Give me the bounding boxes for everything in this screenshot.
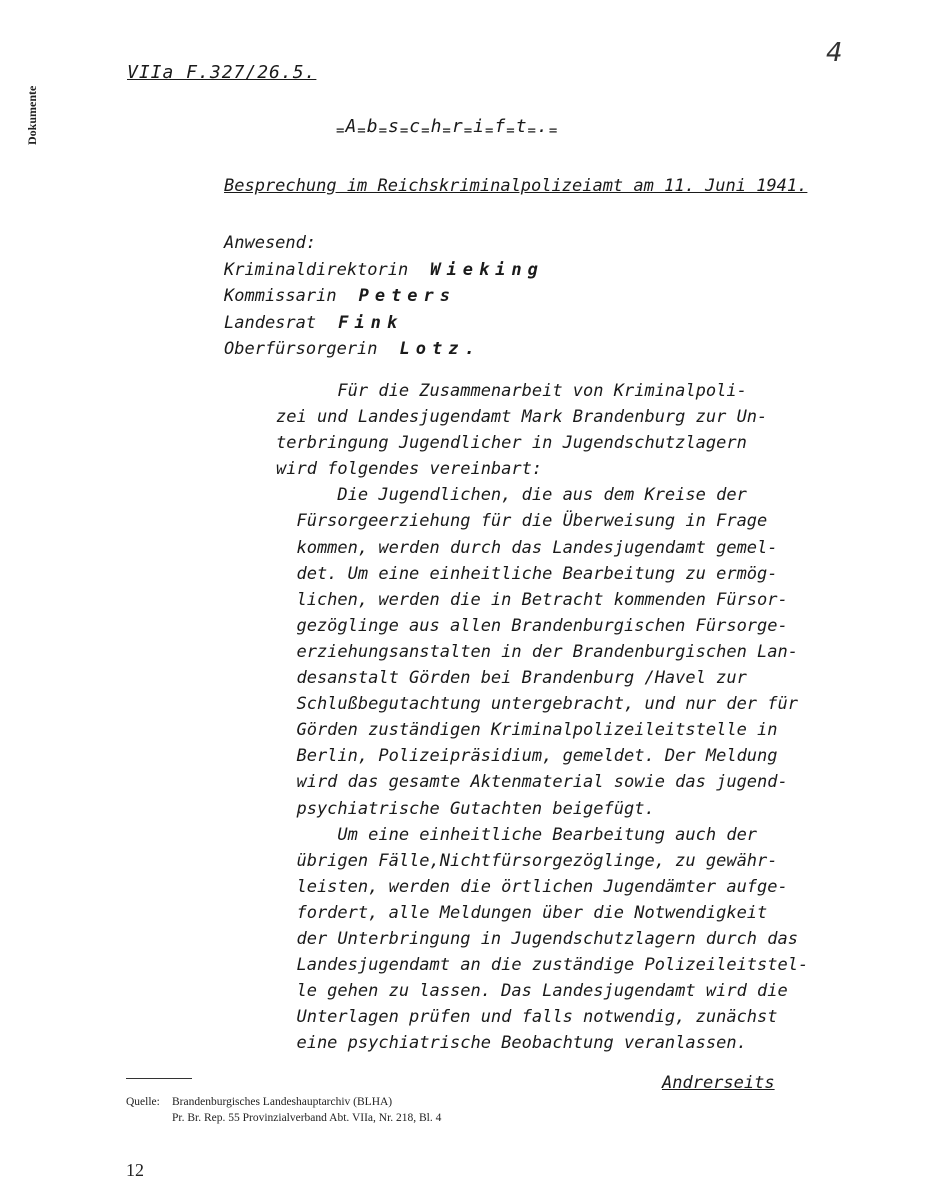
continuation-word: Andrerseits (662, 1073, 775, 1093)
page-number: 12 (126, 1160, 144, 1180)
title-letter: i (473, 116, 485, 137)
title-letter: s (388, 116, 400, 137)
attendee-row (224, 336, 544, 363)
body-line: der Unterbringung in Jugendschutzlagern durch das (276, 928, 798, 949)
body-line: wird das gesamte Aktenmaterial sowie das jugend- (276, 772, 788, 793)
title-letter: h (430, 116, 443, 137)
body-line: terbringung Jugendlicher in Jugendschutzlagern (276, 433, 747, 454)
body-line: leisten, werden die örtlichen Jugendämter aufge- (276, 876, 788, 897)
body-line: Berlin, Polizeipräsidium, gemeldet. Der Meldung (276, 746, 778, 767)
body-line: Görden zuständigen Kriminalpolizeileitstelle in (276, 720, 778, 741)
body-line: lichen, werden die in Betracht kommenden Fürsor- (276, 589, 788, 610)
attendee-role: Kommissarin (224, 286, 337, 306)
attendee-list (224, 230, 544, 363)
body-line: Fürsorgeerziehung für die Überweisung in Frage (276, 511, 768, 532)
body-line: det. Um eine einheitliche Bearbeitung zu ermög- (276, 563, 778, 584)
attendee-row (224, 310, 544, 337)
body-line: eine psychiatrische Beobachtung veranlassen. (276, 1033, 747, 1054)
attendee-row (224, 257, 544, 284)
meeting-line: Besprechung im Reichskriminalpolizeiamt am 11. Juni 1941. (224, 176, 808, 196)
attendee-role: Oberfürsorgerin (224, 339, 378, 359)
attendee-name: Lotz. (399, 339, 481, 359)
body-line: Die Jugendlichen, die aus dem Kreise der (276, 485, 747, 506)
document-title: =A=b=s=c=h=r=i=f=t=.= (336, 116, 559, 139)
source-line-2: Pr. Br. Rep. 55 Provinzialverband Abt. VIIa, Nr. 218, Bl. 4 (172, 1112, 442, 1124)
footnote-divider (126, 1078, 192, 1079)
body-line: Unterlagen prüfen und falls notwendig, zunächst (276, 1007, 778, 1028)
body-line: Landesjugendamt an die zuständige Polizeileitstel- (276, 955, 809, 976)
attendee-name: Wieking (430, 259, 544, 280)
body-line: kommen, werden durch das Landesjugendamt gemel- (276, 537, 778, 558)
body-line: gezöglinge aus allen Brandenburgischen Fürsorge- (276, 615, 788, 636)
body-line: desanstalt Görden bei Brandenburg /Havel zur (276, 668, 747, 689)
file-reference: VIIa F.327/26.5. (127, 62, 317, 83)
handwritten-page-number: 4 (826, 38, 843, 68)
section-label: Dokumente (25, 85, 39, 145)
attendee-row (224, 283, 544, 310)
body-line: le gehen zu lassen. Das Landesjugendamt wird die (276, 981, 788, 1002)
attendees-heading: Anwesend: (224, 233, 317, 253)
body-line: Schlußbegutachtung untergebracht, und nur der für (276, 694, 798, 715)
title-letter: r (451, 116, 464, 137)
body-line: übrigen Fälle,Nichtfürsorgezöglinge, zu gewähr- (276, 850, 778, 871)
body-line: psychiatrische Gutachten beigefügt. (276, 798, 655, 819)
agreement-body (276, 378, 856, 1056)
title-letter: . (536, 116, 549, 137)
body-line: fordert, alle Meldungen über die Notwendigkeit (276, 902, 768, 923)
body-line: wird folgendes vereinbart: (276, 459, 543, 480)
body-line: erziehungsanstalten in der Brandenburgischen Lan- (276, 641, 798, 662)
source-line-1: Brandenburgisches Landeshauptarchiv (BLHA) (172, 1096, 393, 1108)
attendee-role: Kriminaldirektorin (224, 259, 409, 280)
attendee-role: Landesrat (224, 312, 317, 333)
source-citation (126, 1094, 441, 1126)
title-letter: f (494, 116, 507, 137)
attendee-name: Peters (358, 286, 457, 306)
title-letter: b (366, 116, 379, 137)
body-line: zei und Landesjugendamt Mark Brandenburg zur Un- (276, 407, 768, 428)
title-letter: t (515, 116, 528, 137)
title-letter: A (345, 116, 358, 137)
attendee-name: Fink (338, 312, 404, 333)
source-label: Quelle: (126, 1096, 160, 1108)
body-line: Um eine einheitliche Bearbeitung auch der (276, 824, 758, 845)
title-letter: c (409, 116, 422, 137)
body-line: Für die Zusammenarbeit von Kriminalpoli- (276, 381, 747, 401)
